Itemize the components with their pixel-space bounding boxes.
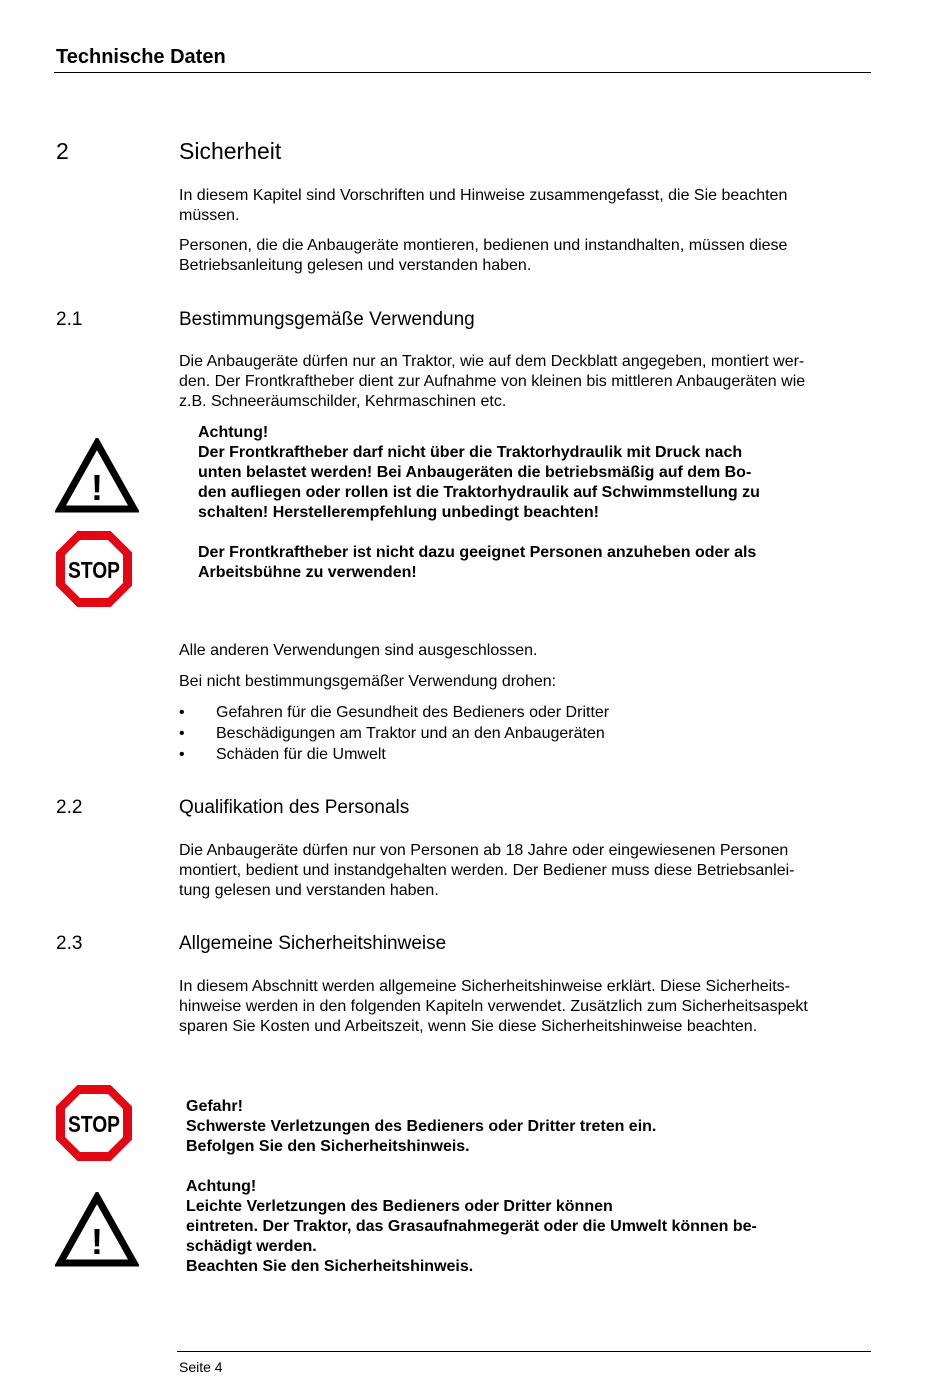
stop-label: STOP [68, 1111, 120, 1137]
note-line: schalten! Herstellerempfehlung unbedingt beachten! [198, 504, 599, 521]
text-line: hinweise werden in den folgenden Kapiteln verwendet. Zusätzlich zum Sicherheitsaspekt [179, 998, 808, 1015]
note-line: eintreten. Der Traktor, das Grasaufnahmegerät oder die Umwelt können be- [186, 1218, 757, 1235]
note-heading: Gefahr! [186, 1098, 243, 1115]
warning-triangle-icon [55, 1192, 139, 1268]
bullet-icon: • [179, 704, 185, 721]
header-rule [54, 72, 871, 73]
chapter-title: Sicherheit [179, 138, 282, 164]
stop-note [198, 543, 838, 583]
warning-triangle-icon [55, 438, 139, 514]
warning-note [198, 423, 838, 523]
text-line: In diesem Abschnitt werden allgemeine Sicherheitshinweise erklärt. Diese Sicherheits- [179, 978, 790, 995]
note-line: Leichte Verletzungen des Bedieners oder Dritter können [186, 1198, 613, 1215]
bullet-list [179, 702, 609, 765]
note-heading: Achtung! [186, 1178, 257, 1195]
note-line: Der Frontkraftheber ist nicht dazu geeignet Personen anzuheben oder als [198, 544, 757, 561]
threat-intro: Bei nicht bestimmungsgemäßer Verwendung drohen: [179, 673, 557, 690]
text-line: montiert, bedient und instandgehalten werden. Der Bediener muss diese Betriebsanlei- [179, 862, 795, 879]
section-text [179, 841, 874, 901]
text-line: Betriebsanleitung gelesen und verstanden haben. [179, 257, 532, 274]
note-line: schädigt werden. [186, 1238, 317, 1255]
section-title: Bestimmungsgemäße Verwendung [179, 309, 475, 330]
chapter-intro-1 [179, 186, 869, 226]
text-line: Die Anbaugeräte dürfen nur von Personen ab 18 Jahre oder eingewiesenen Personen [179, 842, 789, 859]
text-line: Die Anbaugeräte dürfen nur an Traktor, wie auf dem Deckblatt angegeben, montiert wer- [179, 353, 805, 370]
note-heading: Achtung! [198, 424, 269, 441]
section-text [179, 977, 874, 1037]
bullet-text: Beschädigungen am Traktor und an den Anbaugeräten [216, 725, 605, 742]
text-line: den. Der Frontkraftheber dient zur Aufnahme von kleinen bis mittleren Anbaugeräten wie [179, 373, 806, 390]
footer-rule [177, 1351, 871, 1352]
section-title: Allgemeine Sicherheitshinweise [179, 933, 447, 954]
note-line: Beachten Sie den Sicherheitshinweis. [186, 1258, 474, 1275]
list-item [179, 702, 609, 723]
warning-mark: ! [91, 1221, 103, 1262]
header-title: Technische Daten [56, 46, 226, 68]
bullet-icon: • [179, 725, 185, 742]
section-number: 2.2 [56, 797, 83, 818]
bullet-text: Gefahren für die Gesundheit des Bedieners oder Dritter [216, 704, 610, 721]
list-item [179, 723, 609, 744]
note-line: Der Frontkraftheber darf nicht über die Traktorhydraulik mit Druck nach [198, 444, 743, 461]
section-number: 2.1 [56, 309, 83, 330]
text-line: Personen, die die Anbaugeräte montieren, bedienen und instandhalten, müssen diese [179, 237, 788, 254]
chapter-intro-2 [179, 236, 869, 276]
note-line: Arbeitsbühne zu verwenden! [198, 564, 417, 581]
note-line: unten belastet werden! Bei Anbaugeräten die betriebsmäßig auf dem Bo- [198, 464, 752, 481]
stop-sign-icon [54, 529, 134, 609]
note-line: Befolgen Sie den Sicherheitshinweis. [186, 1138, 470, 1155]
page-number: Seite 4 [179, 1359, 223, 1375]
list-item [179, 744, 609, 765]
caution-note [186, 1177, 826, 1277]
stop-sign-icon [54, 1083, 134, 1163]
note-line: Schwerste Verletzungen des Bedieners oder Dritter treten ein. [186, 1118, 657, 1135]
section-number: 2.3 [56, 933, 83, 954]
text-line: z.B. Schneeräumschilder, Kehrmaschinen etc. [179, 393, 507, 410]
stop-label: STOP [68, 557, 120, 583]
note-line: den aufliegen oder rollen ist die Traktorhydraulik auf Schwimmstellung zu [198, 484, 760, 501]
danger-note [186, 1097, 826, 1157]
text-line: sparen Sie Kosten und Arbeitszeit, wenn Sie diese Sicherheitshinweise beachten. [179, 1018, 758, 1035]
text-line: müssen. [179, 207, 240, 224]
excluded-text: Alle anderen Verwendungen sind ausgeschlossen. [179, 642, 538, 659]
bullet-icon: • [179, 746, 185, 763]
chapter-number: 2 [56, 138, 69, 164]
text-line: In diesem Kapitel sind Vorschriften und Hinweise zusammengefasst, die Sie beachten [179, 187, 788, 204]
section-text [179, 352, 874, 412]
text-line: tung gelesen und verstanden haben. [179, 882, 439, 899]
warning-mark: ! [91, 467, 103, 508]
section-title: Qualifikation des Personals [179, 797, 410, 818]
bullet-text: Schäden für die Umwelt [216, 746, 386, 763]
